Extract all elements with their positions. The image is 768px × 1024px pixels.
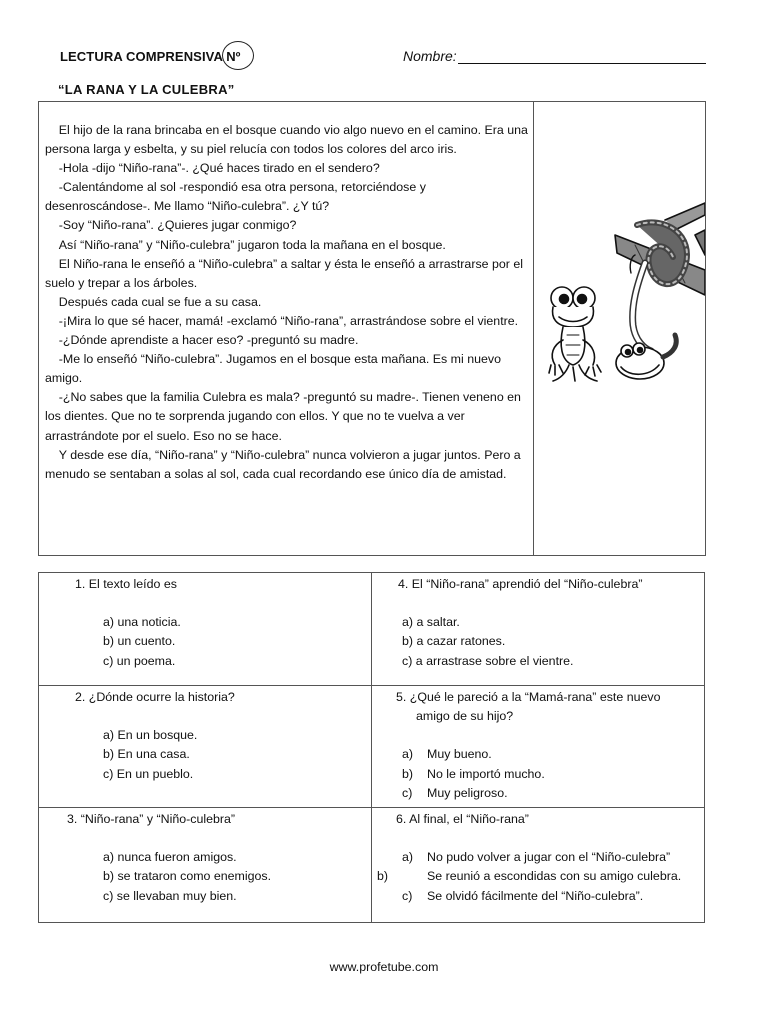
answer-option: c) Muy peligroso. xyxy=(402,785,508,800)
story-paragraph: -¿No sabes que la familia Culebra es mala? -preguntó su madre-. Tienen veneno en los dientes. Que no te sorprenda jugando con ellos. Y que no te vuelva a ver arrastrándote por el suelo. Eso no se hace. xyxy=(45,390,521,443)
frog-icon xyxy=(549,287,601,381)
answer-option: c) se llevaban muy bien. xyxy=(103,888,237,903)
question-cell xyxy=(372,686,705,808)
answer-option: b) En una casa. xyxy=(103,747,190,762)
story-divider xyxy=(533,101,534,556)
question-cell xyxy=(372,808,705,923)
story-paragraph: Así “Niño-rana” y “Niño-culebra” jugaron toda la mañana en el bosque. xyxy=(58,237,446,252)
answer-option: c) a arrastrase sobre el vientre. xyxy=(402,653,574,668)
question-1: 1. El texto leído es xyxy=(75,577,177,591)
story-paragraph: -Me lo enseñó “Niño-culebra”. Jugamos en el bosque esta mañana. Es mi nuevo amigo. xyxy=(45,352,501,386)
answer-option: b) a cazar ratones. xyxy=(402,634,506,649)
answer-option: b) se trataron como enemigos. xyxy=(103,869,272,884)
story-paragraph: -¿Dónde aprendiste a hacer eso? -preguntó su madre. xyxy=(58,333,359,348)
name-label: Nombre: xyxy=(403,48,457,64)
answer-option: a) una noticia. xyxy=(103,615,181,630)
question-5-continued: amigo de su hijo? xyxy=(416,709,514,724)
question-5: 5. ¿Qué le pareció a la “Mamá-rana” este nuevo xyxy=(396,690,661,704)
question-4: 4. El “Niño-rana” aprendió del “Niño-culebra” xyxy=(398,577,643,591)
question-cell xyxy=(39,573,372,686)
questions-table xyxy=(38,572,705,923)
question-2: 2. ¿Dónde ocurre la historia? xyxy=(75,690,235,704)
story-paragraph: -Calentándome al sol -respondió esa otra persona, retorciéndose y desenroscándose-. Me llamo “Niño-culebra”. ¿Y tú? xyxy=(45,180,426,214)
story-title: “LA RANA Y LA CULEBRA” xyxy=(58,82,235,97)
answer-option: a) Muy bueno. xyxy=(402,747,492,762)
name-line xyxy=(458,63,706,64)
footer-website: www.profetube.com xyxy=(329,960,439,974)
story-paragraph: Después cada cual se fue a su casa. xyxy=(58,294,262,309)
answer-option: b) No le importó mucho. xyxy=(402,766,545,781)
worksheet-heading: LECTURA COMPRENSIVA Nº xyxy=(60,49,241,64)
question-cell xyxy=(372,573,705,686)
number-circle xyxy=(222,41,254,70)
story-paragraph: -Hola -dijo “Niño-rana”-. ¿Qué haces tirado en el sendero? xyxy=(58,161,380,176)
question-6: 6. Al final, el “Niño-rana” xyxy=(396,812,529,827)
story-paragraph: -¡Mira lo que sé hacer, mamá! -exclamó “Niño-rana”, arrastrándose sobre el vientre. xyxy=(58,313,519,328)
story-paragraph: Y desde ese día, “Niño-rana” y “Niño-culebra” nunca volvieron a jugar juntos. Pero a menudo se sentaban a solas al sol, cada cual recordando ese único día de amistad. xyxy=(45,447,521,481)
answer-option: b) un cuento. xyxy=(103,634,176,649)
story-paragraph: El hijo de la rana brincaba en el bosque cuando vio algo nuevo en el camino. Era una persona larga y esbelta, y su piel relucía con todos los colores del arco iris. xyxy=(45,123,528,157)
answer-option: b) Se reunió a escondidas con su amigo culebra. xyxy=(377,869,682,884)
question-cell xyxy=(39,686,372,808)
question-cell xyxy=(39,808,372,923)
answer-option: a) nunca fueron amigos. xyxy=(103,850,237,865)
story-paragraph: El Niño-rana le enseñó a “Niño-culebra” a saltar y ésta le enseñó a arrastrarse por el suelo y trepar a los árboles. xyxy=(45,256,523,290)
answer-option: c) un poema. xyxy=(103,653,176,668)
question-3: 3. “Niño-rana” y “Niño-culebra” xyxy=(67,812,236,827)
answer-option: c) En un pueblo. xyxy=(103,766,194,781)
answer-option: c) Se olvidó fácilmente del “Niño-culebra”. xyxy=(402,888,644,903)
answer-option: a) En un bosque. xyxy=(103,728,198,743)
story-text xyxy=(45,121,530,484)
answer-option: a) a saltar. xyxy=(402,615,460,630)
story-paragraph: -Soy “Niño-rana”. ¿Quieres jugar conmigo? xyxy=(58,218,297,233)
answer-option: a) No pudo volver a jugar con el “Niño-culebra” xyxy=(402,850,671,865)
frog-and-snake-illustration xyxy=(545,195,705,400)
